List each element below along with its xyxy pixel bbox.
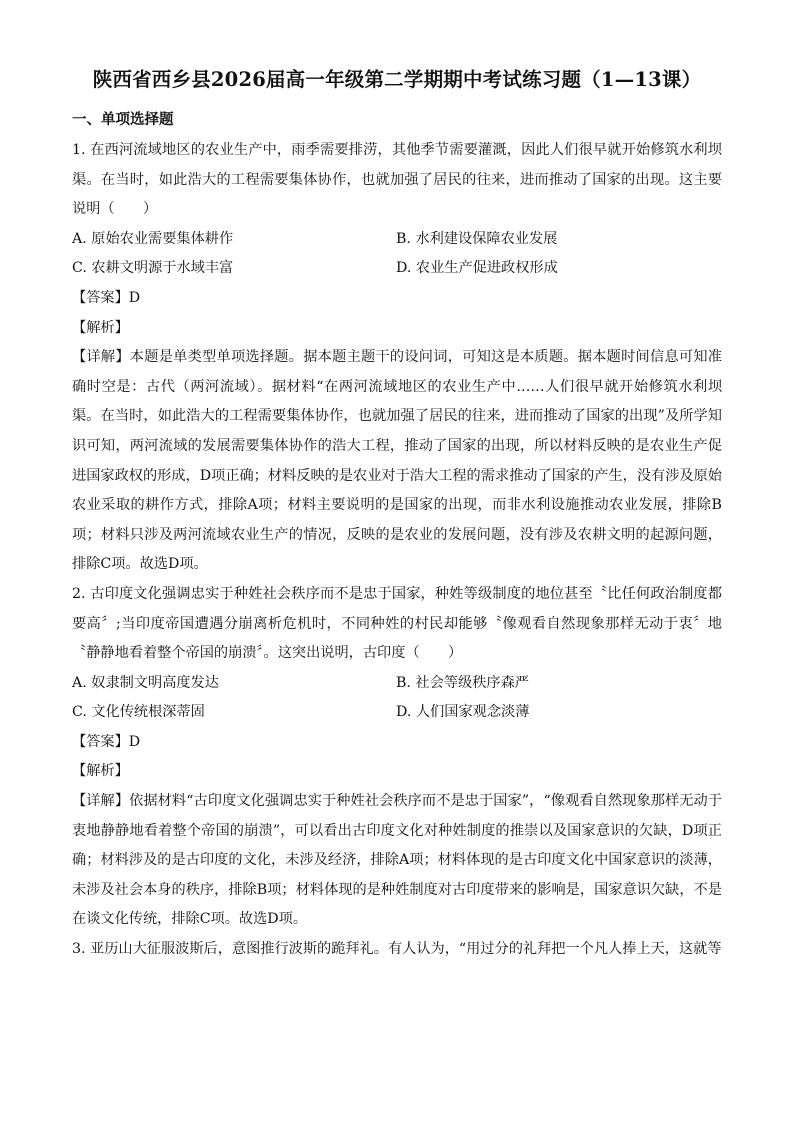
options-grid xyxy=(72,225,722,284)
answer-label: 【答案】D xyxy=(72,289,141,306)
option-d: D. 人们国家观念淡薄 xyxy=(396,704,530,721)
question-stem: 3. 亚历山大征服波斯后，意图推行波斯的跪拜礼。有人认为，“用过分的礼拜把一个凡人捧上天，这就等 xyxy=(72,941,722,958)
option-a: A. 原始农业需要集体耕作 xyxy=(72,230,234,247)
section-heading: 一、单项选择题 xyxy=(72,111,174,128)
detail-explanation: 【详解】依据材料“古印度文化强调忠实于种姓社会秩序而不是忠于国家”，“像观看自然现象那样无动于衷地静静地看着整个帝国的崩溃”，可以看出古印度文化对种姓制度的推崇以及国家意识的欠缺，D项正确；材料涉及的是古印度的文化，未涉及经济，排除A项；材料体现的是古印度文化中国家意识的淡薄，未涉及社会本身的秩序，排除B项；材料体现的是种姓制度对古印度带来的影响是，国家意识欠缺，不是在谈文化传统，排除C项。故选D项。 xyxy=(72,793,722,928)
option-a: A. 奴隶制文明高度发达 xyxy=(72,674,219,691)
question-stem: 1. 在西河流域地区的农业生产中，雨季需要排涝，其他季节需要灌溉，因此人们很早就开始修筑水利坝渠。在当时，如此浩大的工程需要集体协作，也就加强了居民的往来，进而推动了国家的出现。这主要说明（ ） xyxy=(72,142,722,218)
analysis-label: 【解析】 xyxy=(72,763,129,780)
option-c: C. 农耕文明源于水域丰富 xyxy=(72,260,234,277)
question-1 xyxy=(72,136,722,580)
question-3 xyxy=(72,935,722,965)
answer-label: 【答案】D xyxy=(72,733,141,750)
detail-explanation: 【详解】本题是单类型单项选择题。据本题主题干的设问词，可知这是本质题。据本题时间信息可知准确时空是：古代（两河流域）。据材料“在两河流域地区的农业生产中……人们很早就开始修筑水利坝渠。在当时，如此浩大的工程需要集体协作，也就加强了居民的往来，进而推动了国家的出现”及所学知识可知，两河流域的发展需要集体协作的浩大工程，推动了国家的出现，所以材料反映的是农业生产促进国家政权的形成，D项正确；材料反映的是农业对于浩大工程的需求推动了国家的产生，没有涉及原始农业采取的耕作方式，排除A项；材料主要说明的是国家的出现，而非水利设施推动农业发展，排除B项；材料只涉及两河流域农业生产的情况，反映的是农业的发展问题，没有涉及农耕文明的起源问题，排除C项。故选D项。 xyxy=(72,349,723,573)
option-d: D. 农业生产促进政权形成 xyxy=(396,260,558,277)
options-grid xyxy=(72,669,722,728)
option-c: C. 文化传统根深蒂固 xyxy=(72,704,205,721)
option-b: B. 水利建设保障农业发展 xyxy=(396,230,558,247)
analysis-label: 【解析】 xyxy=(72,319,129,336)
option-b: B. 社会等级秩序森严 xyxy=(396,674,529,691)
page-title: 陕西省西乡县2026届高一年级第二学期期中考试练习题（1—13课） xyxy=(92,68,702,91)
question-2 xyxy=(72,580,722,935)
questions-content xyxy=(72,136,722,965)
question-stem: 2. 古印度文化强调忠实于种姓社会秩序而不是忠于国家，种姓等级制度的地位甚至〝比任何政治制度都要高〞;当印度帝国遭遇分崩离析危机时，不同种姓的村民却能够〝像观看自然现象那样无动于衷〞地〝静静地看着整个帝国的崩溃〞。这突出说明，古印度（ ） xyxy=(72,585,722,662)
